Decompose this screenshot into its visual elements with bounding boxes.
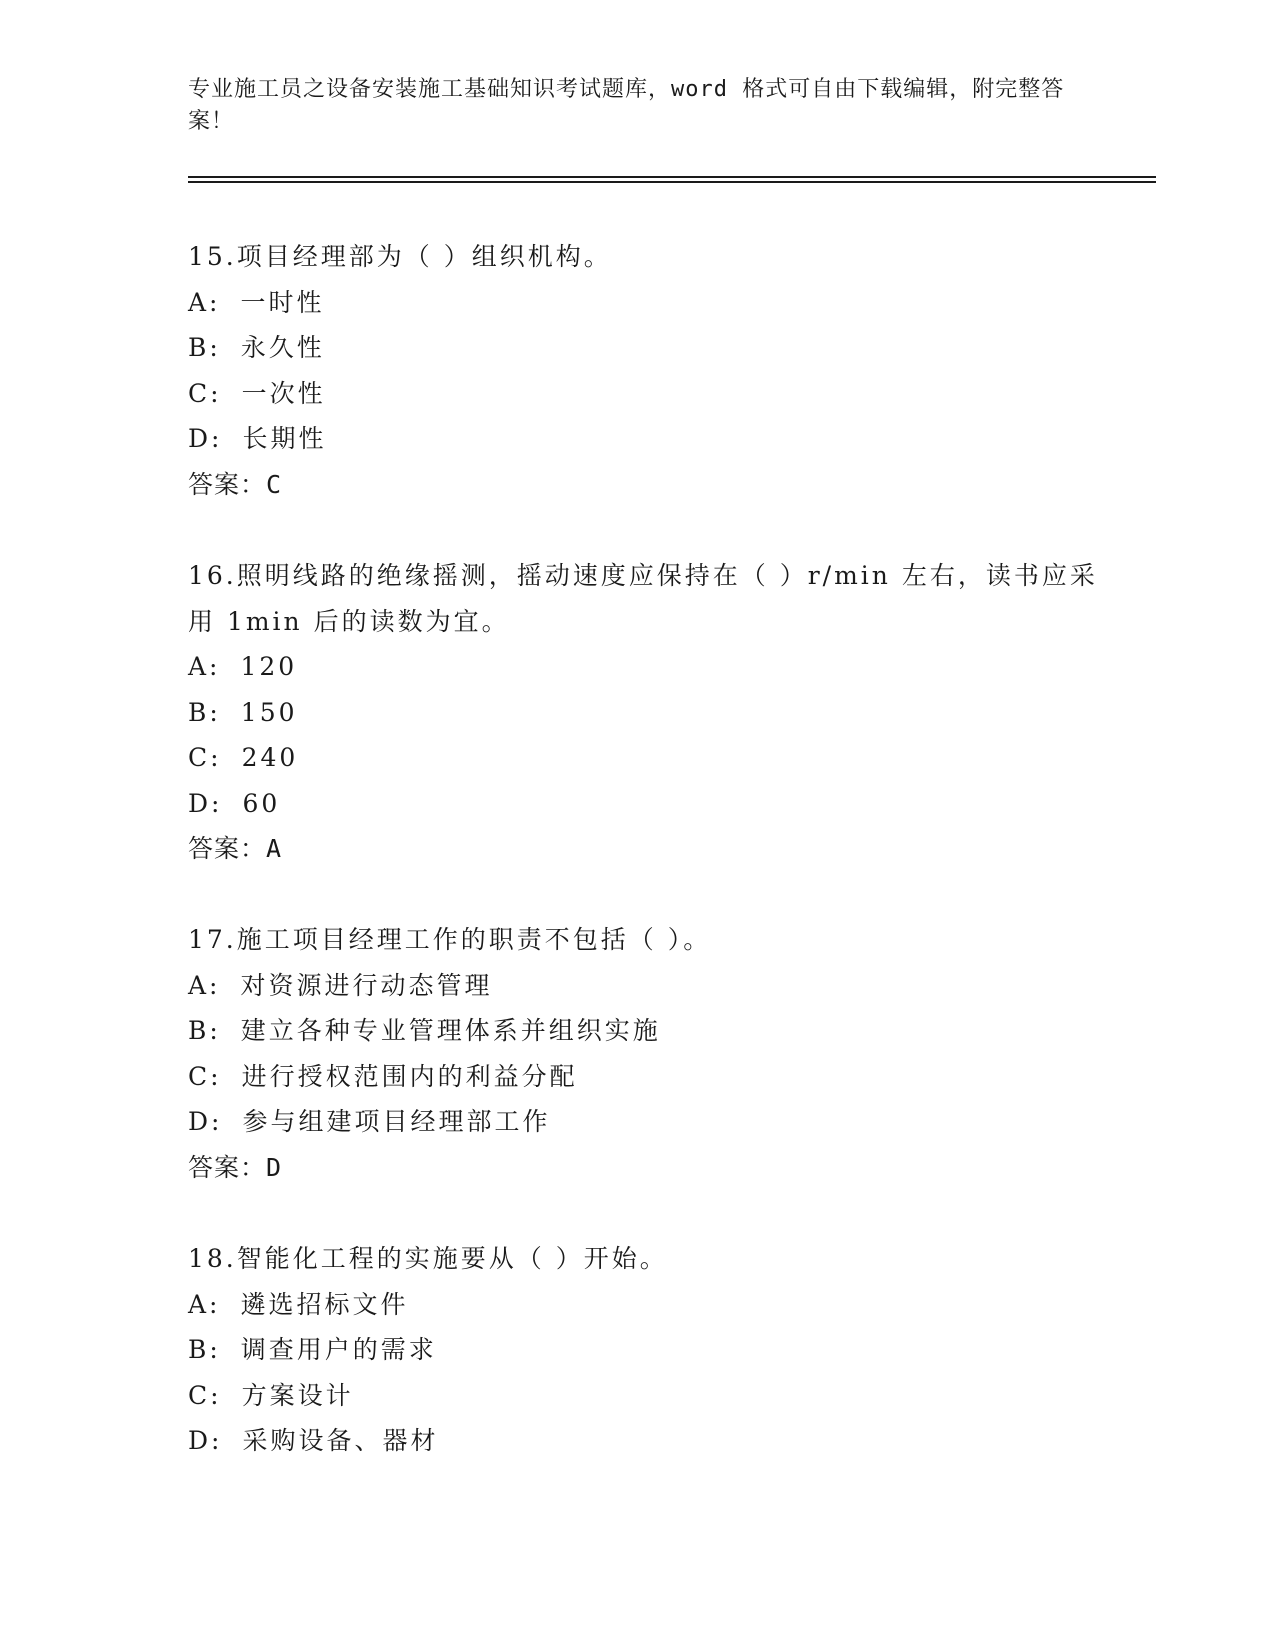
option-text: 150 — [240, 697, 298, 727]
option-a — [188, 644, 1108, 690]
option-letter: C: — [188, 378, 222, 408]
option-text: 采购设备、器材 — [242, 1426, 439, 1455]
option-a — [188, 963, 1108, 1009]
header-divider-bottom — [188, 181, 1156, 183]
option-d — [188, 781, 1108, 827]
option-d — [188, 1099, 1108, 1145]
option-c — [188, 371, 1108, 417]
question-title: 15.项目经理部为（ ）组织机构。 — [188, 242, 612, 271]
option-letter: C: — [188, 743, 222, 772]
option-b — [188, 1008, 1108, 1054]
answer-line: 答案：C — [188, 469, 283, 499]
header-text: 专业施工员之设备安装施工基础知识考试题库，word 格式可自由下载编辑，附完整答案！ — [188, 77, 1065, 134]
question-title: 16.照明线路的绝缘摇测，摇动速度应保持在（ ）r/min 左右，读书应采用 1min 后的读数为宜。 — [188, 561, 1098, 636]
question-17 — [188, 917, 1108, 1190]
option-letter: D: — [188, 1426, 223, 1455]
option-letter: C: — [188, 1380, 222, 1410]
option-text: 进行授权范围内的利益分配 — [241, 1061, 578, 1091]
option-text: 一次性 — [241, 378, 326, 408]
document-header — [188, 74, 1088, 138]
option-text: 对资源进行动态管理 — [240, 970, 493, 1000]
option-b — [188, 325, 1108, 371]
option-text: 永久性 — [240, 333, 325, 362]
option-letter: A: — [188, 652, 221, 681]
option-text: 120 — [240, 652, 298, 681]
option-letter: D: — [188, 424, 223, 453]
question-15 — [188, 234, 1108, 507]
option-text: 遴选招标文件 — [240, 1289, 409, 1319]
option-d — [188, 1418, 1108, 1464]
header-divider-top — [188, 176, 1156, 178]
option-text: 参与组建项目经理部工作 — [242, 1107, 551, 1136]
option-a — [188, 280, 1108, 326]
question-title: 18.智能化工程的实施要从（ ）开始。 — [188, 1244, 668, 1273]
option-c — [188, 735, 1108, 781]
answer-line: 答案：D — [188, 1152, 283, 1182]
option-text: 长期性 — [242, 424, 327, 453]
option-c — [188, 1373, 1108, 1419]
option-a — [188, 1282, 1108, 1328]
option-text: 240 — [241, 743, 299, 772]
answer-line: 答案：A — [188, 834, 283, 863]
option-c — [188, 1054, 1108, 1100]
option-letter: D: — [188, 788, 223, 818]
option-b — [188, 1327, 1108, 1373]
option-b — [188, 690, 1108, 736]
option-letter: A: — [188, 1289, 221, 1319]
option-text: 一时性 — [240, 287, 325, 317]
option-letter: B: — [188, 1335, 221, 1364]
option-letter: D: — [188, 1107, 223, 1136]
option-text: 60 — [242, 788, 281, 818]
option-text: 调查用户的需求 — [240, 1335, 437, 1364]
option-letter: C: — [188, 1061, 222, 1091]
option-letter: B: — [188, 1016, 221, 1045]
question-title: 17.施工项目经理工作的职责不包括（ ）。 — [188, 925, 712, 954]
option-text: 建立各种专业管理体系并组织实施 — [240, 1016, 661, 1045]
option-d — [188, 416, 1108, 462]
question-16 — [188, 553, 1108, 872]
question-18 — [188, 1236, 1108, 1464]
option-letter: A: — [188, 287, 221, 317]
option-letter: B: — [188, 697, 221, 727]
option-letter: A: — [188, 970, 221, 1000]
option-letter: B: — [188, 333, 221, 362]
option-text: 方案设计 — [241, 1380, 354, 1410]
